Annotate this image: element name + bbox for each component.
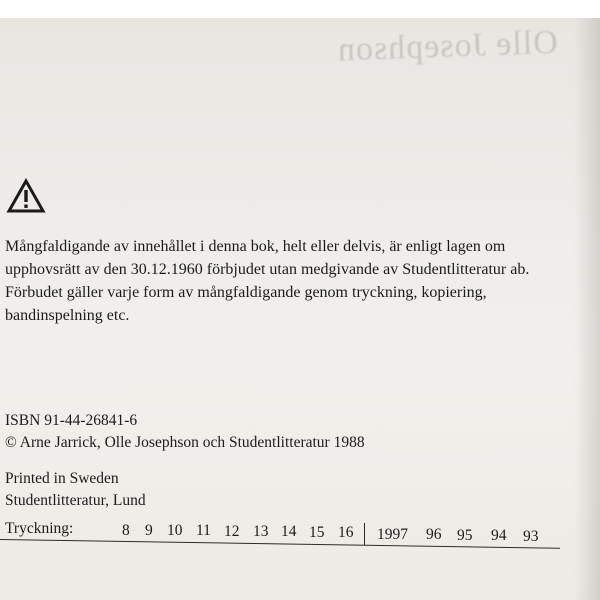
notice-line: Förbudet gäller varje form av mångfaldigande genom tryckning, kopiering, — [5, 284, 487, 301]
printing-number: 15 — [309, 524, 325, 541]
warning-triangle-icon — [6, 178, 46, 214]
printing-year: 96 — [426, 526, 442, 543]
printing-number: 12 — [224, 523, 240, 540]
printed-in: Printed in Sweden — [5, 470, 119, 487]
printing-number: 13 — [253, 523, 269, 540]
printing-number: 8 — [122, 522, 130, 539]
copyright-line: © Arne Jarrick, Olle Josephson och Studentlitteratur 1988 — [5, 434, 365, 451]
notice-line: upphovsrätt av den 30.12.1960 förbjudet utan medgivande av Studentlitteratur ab. — [5, 261, 530, 278]
printing-year: 1997 — [377, 526, 408, 543]
printing-number: 14 — [281, 523, 297, 540]
bleed-through-text: Olle Josephson — [336, 23, 559, 69]
printing-number: 10 — [167, 522, 183, 539]
printing-year: 94 — [491, 527, 507, 544]
printing-number: 16 — [338, 524, 354, 541]
printing-line — [5, 518, 565, 546]
notice-line: Mångfaldigande av innehållet i denna bok, helt eller delvis, är enligt lagen om — [5, 238, 506, 255]
printing-number: 11 — [196, 522, 211, 539]
printing-number: 9 — [145, 522, 153, 539]
printing-year: 93 — [523, 528, 539, 545]
copyright-notice — [5, 235, 585, 327]
isbn: ISBN 91-44-26841-6 — [5, 412, 138, 429]
printing-year: 95 — [457, 527, 473, 544]
notice-line: bandinspelning etc. — [5, 307, 130, 324]
publisher: Studentlitteratur, Lund — [5, 492, 146, 509]
printing-label: Tryckning: — [5, 520, 74, 537]
